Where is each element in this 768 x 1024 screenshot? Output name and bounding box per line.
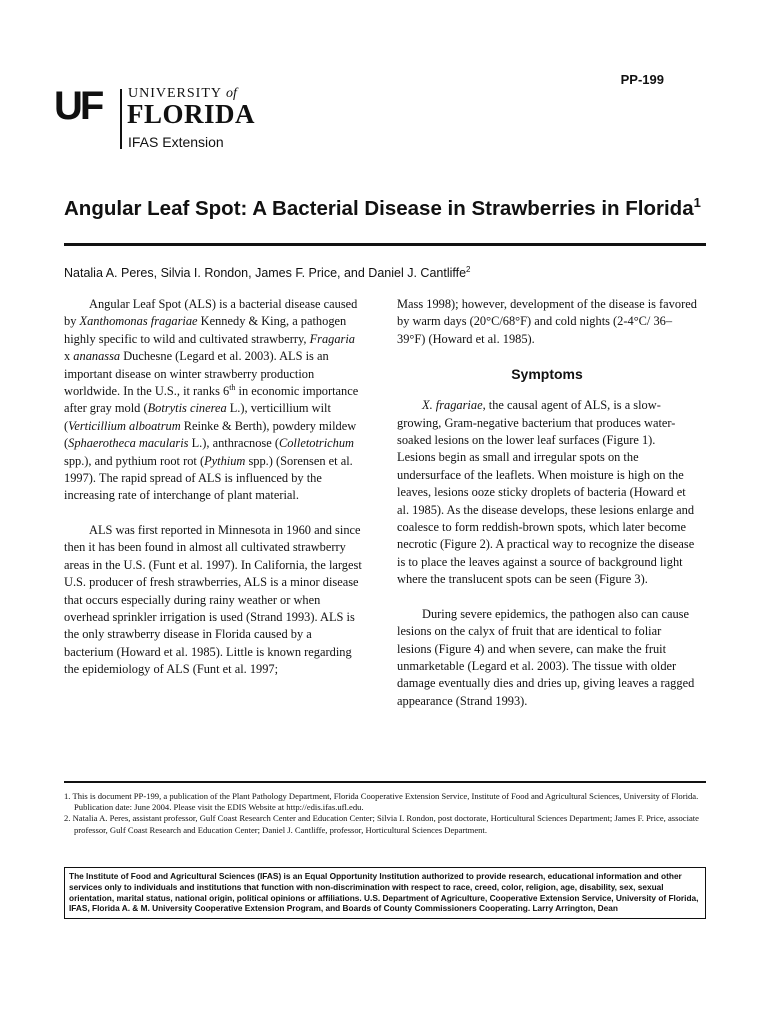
document-id: PP-199: [620, 72, 664, 87]
footnote-1: 1. This is document PP-199, a publication of the Plant Pathology Department, Florida Cooperative Extension Service, Institute of Food and Agricultural Sciences, University of Florida. Publication date: June 2004. Please visit the EDIS Website at http://edis.ifas.ufl.edu.: [64, 791, 699, 813]
logo-divider: [120, 89, 122, 149]
authors-line: Natalia A. Peres, Silvia I. Rondon, James F. Price, and Daniel J. Cantliffe$^2$: [64, 265, 471, 281]
footnote-2: 2. Natalia A. Peres, assistant professor, Gulf Coast Research Center and Education Center; Silvia I. Rondon, post doctorate, Horticultural Sciences Department; James F. Price, associate professor, Gulf Coast Research and Education Center; Daniel J. Cantliffe, professor, Horticultural Sciences Department.: [64, 813, 699, 835]
authors-footnote-mark: 2: [466, 265, 471, 274]
logo-florida-text: FLORIDA: [127, 99, 256, 129]
ifas-equal-opportunity-notice: The Institute of Food and Agricultural Sciences (IFAS) is an Equal Opportunity Institution authorized to provide research, educational information and other services only to individuals and institutions that function with non-discrimination with respect to race, creed, color, religion, age, disability, sex, sexual orientation, marital status, national origin, political opinions or affiliations. U.S. Department of Agriculture, Cooperative Extension Service, University of Florida, IFAS, Florida A. & M. University Cooperative Extension Program, and Boards of County Commissioners Cooperating. Larry Arrington, Dean: [64, 867, 706, 919]
right-column: [397, 296, 697, 727]
symptoms-paragraph: X. fragariae, the causal agent of ALS, is a slow-growing, Gram-negative bacterium that produces water-soaked lesions on the lower leaf surfaces (Figure 1). Lesions begin as small and irregular spots on the undersurface of the leaflets. When moisture is high on the leaves, lesions ooze sticky droplets of bacteria (Howard et al. 1985). As the disease develops, these lesions enlarge and coalesce to form reddish-brown spots, which later become necrotic (Figure 2). A practical way to recognize the disease is to place the leaves against a source of background light where the translucent spots can be seen (Figure 3).: [397, 398, 695, 587]
logo-university-text: UNIVERSITY of: [128, 86, 237, 101]
intro-paragraph: Angular Leaf Spot (ALS) is a bacterial disease caused by Xanthomonas fragariae Kennedy & King, a pathogen highly specific to wild and cultivated strawberry, Fragaria x ananassa Duchesne (Legard et al. 2003). ALS is an important disease on winter strawberry production worldwide. In the U.S., it ranks 6th in economic importance after gray mold (Botrytis cinerea L.), verticillium wilt (Verticillium alboatrum Reinke & Berth), powdery mildew (Sphaerotheca macularis L.), anthracnose (Colletotrichum spp.), and pythium root rot (Pythium spp.) (Sorensen et al. 1997). The rapid spread of ALS is influenced by the increasing rate of interchange of plant material.: [64, 297, 359, 503]
title-rule: [64, 243, 706, 246]
continued-paragraph: Mass 1998); however, development of the disease is favored by warm days (20°C/68°F) and cold nights (2-4°C/ 36–39°F) (Howard et al. 1985).: [397, 297, 697, 346]
document-title: Angular Leaf Spot: A Bacterial Disease in Strawberries in Florida$^1$: [64, 195, 701, 220]
footnotes: [64, 791, 706, 836]
uf-ifas-logo: [54, 86, 284, 152]
logo-ifas-extension: IFAS Extension: [128, 134, 224, 150]
footnote-rule: [64, 781, 706, 783]
symptoms-heading: Symptoms: [511, 366, 583, 383]
title-footnote-mark: 1: [693, 195, 701, 210]
left-column: [64, 296, 362, 696]
logo-uf-mark: UF: [54, 84, 102, 128]
history-paragraph: ALS was first reported in Minnesota in 1960 and since then it has been found in almost all cultivated strawberry areas in the U.S. (Funt et al. 1997). In California, the largest U.S. producer of fresh strawberries, ALS is a minor disease that occurs especially during rainy weather or when overhead sprinkler irrigation is used (Strand 1993). ALS is the only strawberry disease in Florida caused by a bacterium (Howard et al. 1985). Little is known regarding the epidemiology of ALS (Funt et al. 1997;: [64, 522, 362, 677]
epidemics-paragraph: During severe epidemics, the pathogen also can cause lesions on the calyx of fruit that are identical to foliar lesions (Figure 4) and when severe, can make the fruit unmarketable (Legard et al. 2003). The tissue with older damage eventually dies and dries up, giving leaves a ragged appearance (Strand 1993).: [397, 606, 695, 708]
